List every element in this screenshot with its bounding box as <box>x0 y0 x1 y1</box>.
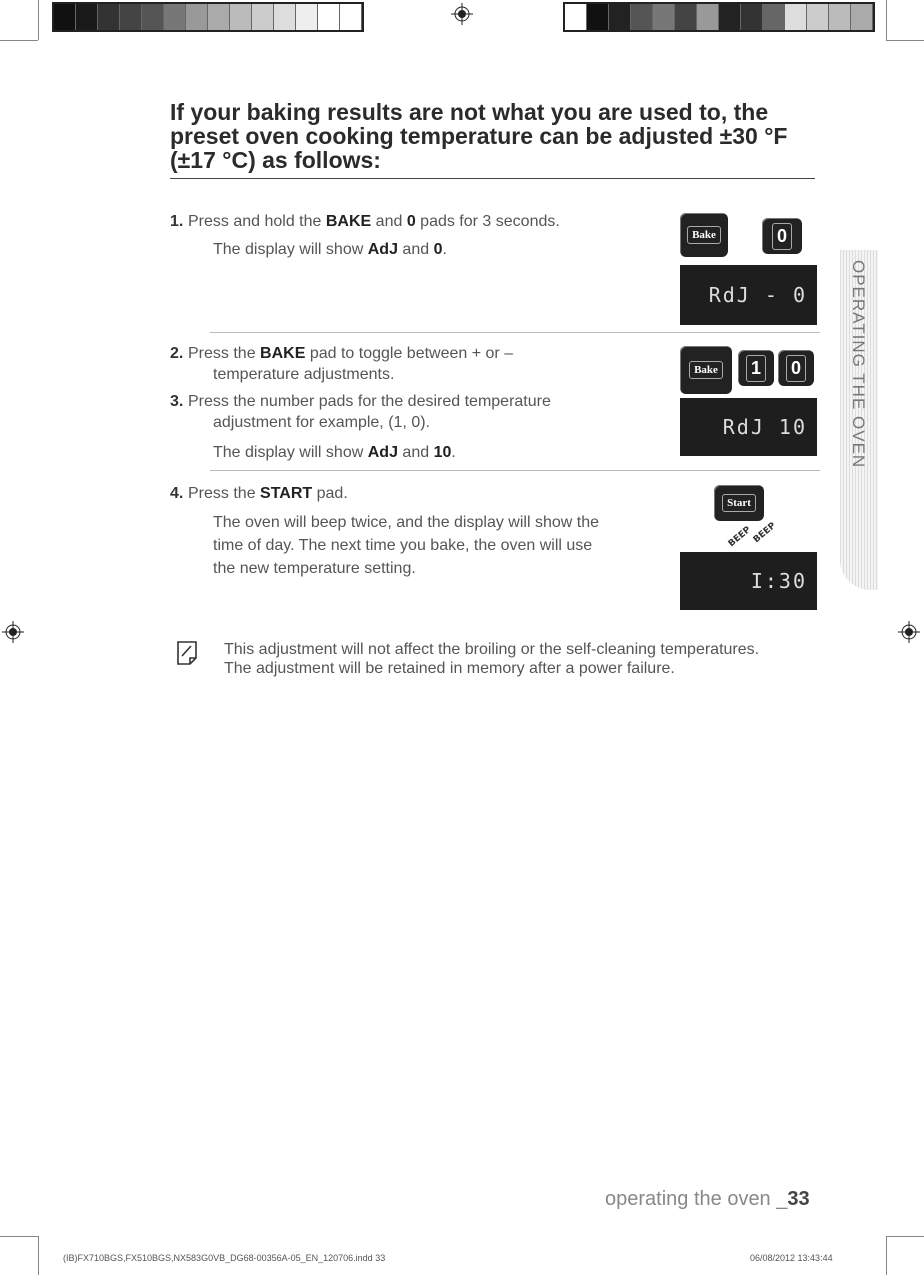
registration-mark-icon <box>451 3 473 25</box>
section-side-tab <box>840 250 878 590</box>
print-info-left: (IB)FX710BGS,FX510BGS,NX583G0VB_DG68-00356A-05_EN_120706.indd 33 <box>63 1253 386 1263</box>
color-bar-right <box>563 2 875 32</box>
crop-mark <box>38 1236 39 1275</box>
oven-display: I:30 <box>680 552 817 610</box>
crop-mark <box>0 40 38 41</box>
step-4: 4. Press the START pad. <box>170 485 348 502</box>
page-footer: operating the oven _33 <box>605 1188 810 1210</box>
step-3-line2: adjustment for example, (1, 0). <box>213 414 430 431</box>
step-1: 1. Press and hold the BAKE and 0 pads for 3 seconds. <box>170 213 560 230</box>
beep-label: BEEP <box>726 524 753 550</box>
step-3: 3. Press the number pads for the desired temperature <box>170 393 551 410</box>
step-divider <box>210 470 820 471</box>
step-divider <box>210 332 820 333</box>
crop-mark <box>0 1236 38 1237</box>
crop-mark <box>886 1236 887 1275</box>
oven-display: RdJ - 0 <box>680 265 817 325</box>
one-key: 1 <box>738 350 774 386</box>
step-2: 2. Press the BAKE pad to toggle between + or – <box>170 345 514 362</box>
registration-mark-icon <box>2 621 24 643</box>
note-text: This adjustment will not affect the broiling or the self-cleaning temperatures. The adjustment will be retained in memory after a power failure. <box>224 641 760 677</box>
crop-mark <box>886 1236 924 1237</box>
bake-key: Bake <box>680 346 732 394</box>
crop-mark <box>886 40 924 41</box>
crop-mark <box>886 0 887 40</box>
zero-key: 0 <box>762 218 802 254</box>
step-2-line2: temperature adjustments. <box>213 366 395 383</box>
step-4-line1: The oven will beep twice, and the display will show the <box>213 514 599 531</box>
color-bar-left <box>52 2 364 32</box>
step-4-line3: the new temperature setting. <box>213 560 416 577</box>
print-info-right: 06/08/2012 13:43:44 <box>750 1253 833 1263</box>
step-3-result: The display will show AdJ and 10. <box>213 444 456 461</box>
heading-rule <box>170 178 815 179</box>
beep-label: BEEP <box>751 520 778 546</box>
step-4-line2: time of day. The next time you bake, the oven will use <box>213 537 593 554</box>
registration-mark-icon <box>898 621 920 643</box>
zero-key: 0 <box>778 350 814 386</box>
side-tab-label: OPERATING THE OVEN <box>849 260 868 469</box>
start-key: Start <box>714 485 764 521</box>
bake-key: Bake <box>680 213 728 257</box>
step-1-result: The display will show AdJ and 0. <box>213 241 447 258</box>
note-icon <box>176 640 198 666</box>
page-heading: If your baking results are not what you are used to, the preset oven cooking temperature can be adjusted ±30 °F (±17 °C) as follows: <box>170 99 788 173</box>
crop-mark <box>38 0 39 40</box>
oven-display: RdJ 10 <box>680 398 817 456</box>
